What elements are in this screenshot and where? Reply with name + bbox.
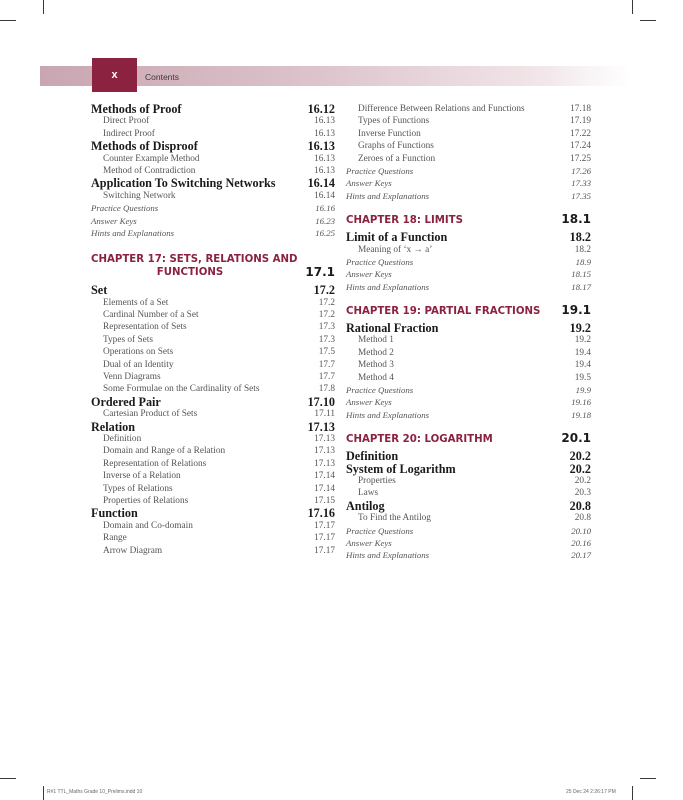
subsection-entry-title: Domain and Co-domain (103, 520, 193, 531)
subsection-entry (346, 103, 591, 115)
subsection-entry-page: 17.5 (318, 347, 335, 358)
crop-mark (0, 20, 16, 21)
section-heading-title: Methods of Proof (91, 102, 182, 116)
subsection-entry-page: 17.13 (314, 446, 335, 457)
subsection-entry (91, 371, 335, 383)
subsection-entry-title: Method 1 (358, 335, 394, 346)
chapter-heading (91, 254, 335, 279)
crop-mark (640, 778, 656, 779)
subsection-entry-page: 20.8 (574, 513, 591, 524)
section-heading-page: 16.12 (307, 102, 335, 116)
subsection-entry (91, 433, 335, 445)
subsection-entry (346, 475, 591, 487)
section-heading-title: Antilog (346, 498, 385, 513)
section-heading-page: 20.2 (569, 461, 591, 476)
end-matter-entry (346, 409, 591, 421)
end-matter-entry-page: 19.9 (575, 385, 591, 396)
subsection-entry-page: 17.3 (318, 322, 335, 333)
subsection-entry-page: 16.13 (314, 165, 335, 176)
subsection-entry-page: 16.13 (314, 128, 335, 139)
end-matter-entry-title: Practice Questions (346, 385, 414, 396)
section-heading-title: Methods of Disproof (91, 139, 198, 154)
subsection-entry-title: Representation of Relations (103, 458, 207, 469)
subsection-entry (346, 153, 591, 165)
subsection-entry (91, 321, 335, 333)
chapter-title-line: FUNCTIONS (156, 266, 224, 278)
subsection-entry-title: Method 4 (358, 372, 394, 383)
subsection-entry-page: 17.19 (570, 116, 591, 127)
section-heading-page: 16.14 (307, 176, 335, 191)
subsection-entry-page: 18.2 (574, 244, 591, 255)
subsection-entry (91, 359, 335, 371)
subsection-entry-page: 19.5 (574, 372, 591, 383)
subsection-entry-page: 17.18 (570, 104, 591, 114)
subsection-entry-title: Properties of Relations (103, 495, 189, 506)
end-matter-entry-title: Hints and Explanations (346, 190, 430, 201)
section-heading-title: System of Logarithm (346, 461, 456, 476)
subsection-entry-page: 17.15 (314, 495, 335, 506)
subsection-entry-title: Cardinal Number of a Set (103, 310, 199, 321)
section-heading (346, 463, 591, 475)
subsection-entry-title: Representation of Sets (103, 322, 187, 333)
section-heading (91, 103, 335, 115)
subsection-entry-title: Inverse Function (358, 128, 421, 139)
subsection-entry (91, 483, 335, 495)
subsection-entry-title: Types of Functions (358, 116, 430, 127)
section-heading-page: 18.2 (569, 230, 591, 245)
end-matter-entry (346, 549, 591, 561)
section-heading-page: 16.13 (307, 139, 335, 154)
section-heading (91, 421, 335, 433)
subsection-entry-title: Method 2 (358, 347, 394, 358)
end-matter-entry-page: 19.16 (571, 397, 591, 408)
subsection-entry (346, 487, 591, 499)
crop-mark (43, 0, 44, 14)
end-matter-entry-page: 20.17 (571, 550, 591, 561)
subsection-entry-page: 17.13 (314, 433, 335, 444)
end-matter-entry-title: Practice Questions (346, 256, 414, 267)
subsection-entry-page: 19.4 (574, 360, 591, 371)
subsection-entry-page: 17.2 (318, 297, 335, 308)
end-matter-entry-page: 16.16 (315, 203, 335, 214)
subsection-entry-title: Counter Example Method (103, 153, 200, 164)
end-matter-entry-page: 18.15 (571, 269, 591, 280)
section-heading-page: 17.2 (313, 283, 335, 298)
subsection-entry-title: Some Formulae on the Cardinality of Sets (103, 384, 260, 395)
subsection-entry-page: 17.13 (314, 458, 335, 469)
subsection-entry-title: Venn Diagrams (103, 372, 161, 383)
subsection-entry (91, 545, 335, 557)
chapter-title-line: CHAPTER 17: SETS, RELATIONS AND (91, 254, 298, 266)
subsection-entry-page: 19.2 (574, 335, 591, 346)
end-matter-entry-page: 20.10 (571, 525, 591, 536)
crop-mark (43, 786, 44, 800)
end-matter-entry-title: Practice Questions (346, 525, 414, 536)
end-matter-entry-title: Answer Keys (91, 215, 137, 226)
subsection-entry (91, 520, 335, 532)
section-heading-title: Rational Fraction (346, 321, 439, 336)
crop-mark (632, 786, 633, 800)
subsection-entry (91, 458, 335, 470)
end-matter-entry (346, 268, 591, 280)
chapter-page: 20.1 (561, 431, 591, 446)
subsection-entry-title: Cartesian Product of Sets (103, 409, 198, 420)
subsection-entry (346, 372, 591, 384)
section-heading-title: Relation (91, 419, 136, 434)
end-matter-entry-page: 17.26 (571, 165, 591, 176)
end-matter-entry (91, 202, 335, 214)
subsection-entry-page: 16.14 (314, 190, 335, 201)
subsection-entry-title: Inverse of a Relation (103, 471, 181, 482)
subsection-entry-page: 17.7 (318, 359, 335, 370)
end-matter-entry-title: Hints and Explanations (346, 281, 430, 292)
subsection-entry-title: Meaning of ‘x → a’ (358, 244, 433, 255)
subsection-entry (91, 445, 335, 457)
end-matter-entry (346, 256, 591, 268)
crop-mark (0, 778, 16, 779)
subsection-entry-title: Dual of an Identity (103, 359, 174, 370)
end-matter-entry-title: Practice Questions (346, 165, 414, 176)
subsection-entry-title: Zeroes of a Function (358, 153, 436, 164)
subsection-entry (91, 470, 335, 482)
subsection-entry (346, 359, 591, 371)
page-number-tab: x (92, 58, 137, 92)
end-matter-entry (91, 227, 335, 239)
subsection-entry-page: 17.14 (314, 483, 335, 494)
end-matter-entry-page: 18.9 (575, 256, 591, 267)
section-heading-title: Limit of a Function (346, 230, 448, 245)
subsection-entry-page: 20.2 (574, 475, 591, 486)
end-matter-entry (346, 396, 591, 408)
subsection-entry-title: To Find the Antilog (358, 513, 431, 524)
subsection-entry-page: 17.22 (570, 128, 591, 139)
subsection-entry-title: Direct Proof (103, 116, 150, 127)
end-matter-entry-title: Answer Keys (346, 178, 392, 189)
section-heading (346, 322, 591, 334)
subsection-entry (346, 128, 591, 140)
subsection-entry (91, 297, 335, 309)
section-heading-page: 20.2 (569, 449, 591, 464)
section-heading-title: Ordered Pair (91, 394, 161, 409)
end-matter-entry (346, 281, 591, 293)
subsection-entry (91, 190, 335, 202)
end-matter-entry-page: 20.16 (571, 537, 591, 548)
chapter-page: 18.1 (561, 212, 591, 227)
subsection-entry-page: 19.4 (574, 347, 591, 358)
crop-mark (632, 0, 633, 14)
section-heading-title: Definition (346, 449, 399, 464)
chapter-title: CHAPTER 18: LIMITS (346, 215, 463, 227)
footer-timestamp: 25 Dec 24 2:26:17 PM (566, 789, 616, 795)
subsection-entry-title: Properties (358, 475, 396, 486)
end-matter-entry (346, 537, 591, 549)
end-matter-entry-title: Hints and Explanations (346, 550, 430, 561)
subsection-entry (346, 347, 591, 359)
end-matter-entry-title: Answer Keys (346, 269, 392, 280)
section-heading (346, 500, 591, 512)
subsection-entry-title: Method 3 (358, 360, 394, 371)
subsection-entry-page: 17.8 (318, 384, 335, 395)
section-heading (91, 507, 335, 519)
crop-mark (640, 20, 656, 21)
subsection-entry-title: Definition (103, 433, 142, 444)
subsection-entry-page: 16.13 (314, 116, 335, 127)
subsection-entry-page: 17.24 (570, 141, 591, 152)
section-heading (91, 284, 335, 296)
subsection-entry-title: Range (103, 533, 127, 544)
subsection-entry-page: 16.13 (314, 153, 335, 164)
end-matter-entry-page: 16.25 (315, 227, 335, 238)
end-matter-entry (346, 177, 591, 189)
subsection-entry-page: 17.2 (318, 310, 335, 321)
subsection-entry-title: Laws (358, 488, 379, 499)
end-matter-entry (346, 525, 591, 537)
subsection-entry (91, 115, 335, 127)
subsection-entry (91, 383, 335, 395)
end-matter-entry-page: 18.17 (571, 281, 591, 292)
subsection-entry-title: Method of Contradiction (103, 165, 196, 176)
subsection-entry (91, 532, 335, 544)
section-heading-title: Function (91, 506, 138, 521)
section-heading (346, 450, 591, 462)
subsection-entry-title: Types of Sets (103, 334, 153, 345)
end-matter-entry-page: 17.33 (571, 178, 591, 189)
section-heading (91, 140, 335, 152)
subsection-entry-page: 17.11 (314, 409, 335, 420)
section-heading (91, 396, 335, 408)
section-heading-page: 19.2 (569, 321, 591, 336)
end-matter-entry-title: Hints and Explanations (346, 409, 430, 420)
running-head-title: Contents (145, 72, 180, 82)
end-matter-entry-title: Practice Questions (91, 203, 159, 214)
subsection-entry (91, 334, 335, 346)
subsection-entry-title: Types of Relations (103, 483, 173, 494)
chapter-heading (346, 303, 591, 317)
subsection-entry-page: 17.7 (318, 372, 335, 383)
footer-file-slug: R#1 TTL_Maths Grade 10_Prelims.indd 10 (47, 789, 143, 795)
end-matter-entry (346, 190, 591, 202)
subsection-entry (346, 512, 591, 524)
subsection-entry-page: 17.17 (314, 520, 335, 531)
section-heading (346, 231, 591, 243)
subsection-entry-page: 17.25 (570, 153, 591, 164)
section-heading-title: Application To Switching Networks (91, 176, 276, 191)
end-matter-entry-title: Answer Keys (346, 397, 392, 408)
chapter-page: 17.1 (305, 265, 335, 280)
chapter-title: CHAPTER 19: PARTIAL FRACTIONS (346, 306, 541, 318)
section-heading-page: 20.8 (569, 498, 591, 513)
subsection-entry (91, 309, 335, 321)
end-matter-entry-title: Hints and Explanations (91, 227, 175, 238)
subsection-entry (346, 115, 591, 127)
subsection-entry-title: Arrow Diagram (103, 545, 163, 556)
section-heading-title: Set (91, 283, 108, 298)
section-heading-page: 17.10 (307, 394, 335, 409)
subsection-entry (346, 244, 591, 256)
subsection-entry-title: Switching Network (103, 190, 176, 201)
subsection-entry-page: 20.3 (574, 488, 591, 499)
end-matter-entry-page: 17.35 (571, 190, 591, 201)
subsection-entry-page: 17.14 (314, 471, 335, 482)
subsection-entry-page: 17.3 (318, 334, 335, 345)
end-matter-entry (91, 215, 335, 227)
end-matter-entry-page: 16.23 (315, 215, 335, 226)
section-heading-page: 17.16 (307, 506, 335, 521)
toc-left-column (91, 103, 335, 557)
subsection-entry-page: 17.17 (314, 545, 335, 556)
chapter-heading (346, 212, 591, 226)
toc-right-column (346, 103, 591, 562)
chapter-heading (346, 431, 591, 445)
subsection-entry (346, 334, 591, 346)
subsection-entry (91, 346, 335, 358)
chapter-title: CHAPTER 20: LOGARITHM (346, 434, 493, 446)
subsection-entry-title: Graphs of Functions (358, 141, 434, 152)
subsection-entry (91, 153, 335, 165)
subsection-entry (346, 140, 591, 152)
subsection-entry-title: Operations on Sets (103, 347, 174, 358)
section-heading-page: 17.13 (307, 419, 335, 434)
subsection-entry-title: Difference Between Relations and Functions (358, 104, 525, 114)
end-matter-entry (346, 165, 591, 177)
chapter-page: 19.1 (561, 303, 591, 318)
subsection-entry (91, 408, 335, 420)
chapter-title (91, 254, 298, 279)
end-matter-entry-page: 19.18 (571, 409, 591, 420)
subsection-entry-page: 17.17 (314, 533, 335, 544)
end-matter-entry (346, 384, 591, 396)
section-heading (91, 177, 335, 189)
subsection-entry-title: Domain and Range of a Relation (103, 446, 226, 457)
subsection-entry-title: Elements of a Set (103, 297, 169, 308)
end-matter-entry-title: Answer Keys (346, 537, 392, 548)
subsection-entry-title: Indirect Proof (103, 128, 155, 139)
